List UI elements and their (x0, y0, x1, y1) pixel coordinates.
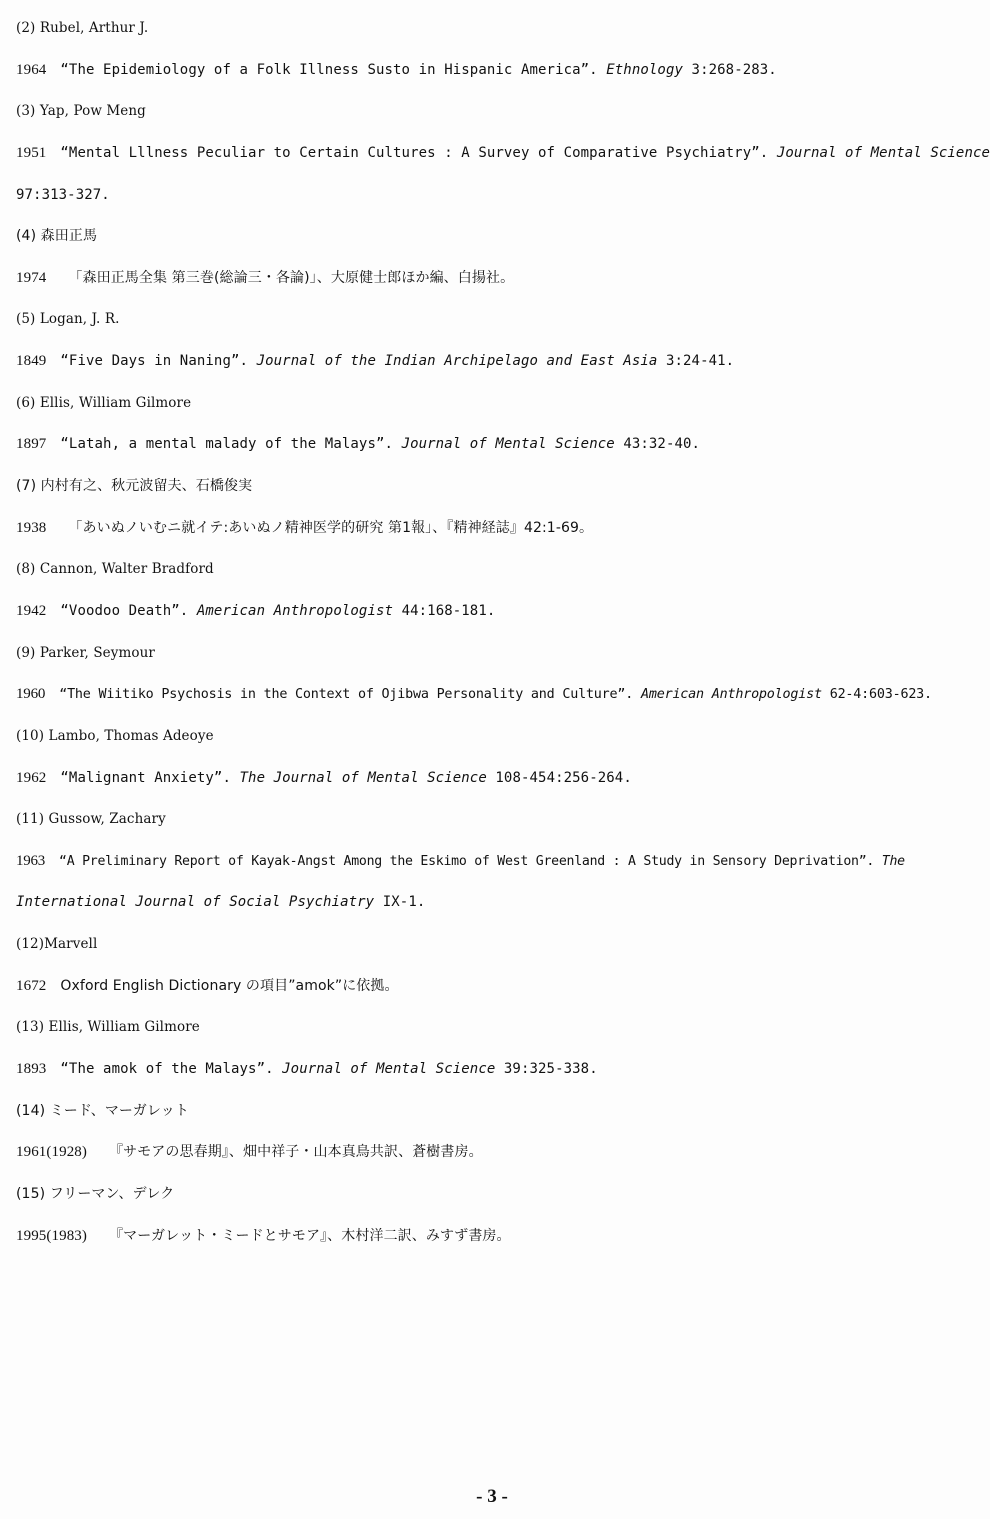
reference-author: (13) Ellis, William Gilmore (16, 1019, 200, 1036)
reference-pages: 39:325-338. (503, 1061, 598, 1078)
reference-entry (16, 267, 968, 309)
reference-year: 1974 (16, 269, 47, 286)
reference-year: 1964 (16, 61, 47, 78)
reference-pages: 97:313-327. (16, 186, 110, 203)
reference-title: “Five Days in Naning”. (60, 353, 249, 370)
reference-author: (14) ミード、マーガレット (16, 1102, 190, 1119)
reference-continuation (16, 184, 968, 226)
reference-journal: The (881, 853, 905, 869)
reference-journal: Ethnology (606, 61, 684, 78)
reference-year: 1942 (16, 602, 47, 619)
reference-entry (16, 767, 968, 809)
reference-year: 1897 (16, 436, 47, 453)
reference-title: 『サモアの思春期』、畑中祥子・山本真鳥共訳、蒼樹書房。 (109, 1144, 483, 1161)
reference-author: (10) Lambo, Thomas Adeoye (16, 727, 214, 744)
reference-title: “Voodoo Death”. (60, 602, 189, 619)
reference-entry (16, 683, 968, 725)
reference-pages: 108-454:256-264. (495, 769, 632, 786)
reference-entry (16, 1141, 968, 1183)
reference-pages: 3:268-283. (691, 61, 777, 78)
reference-entry (16, 433, 968, 475)
reference-entry (16, 142, 990, 184)
reference-author: (2) Rubel, Arthur J. (16, 20, 149, 36)
reference-year: 1962 (16, 769, 47, 786)
reference-author: (4) 森田正馬 (16, 228, 98, 245)
reference-year: 1938 (16, 519, 47, 536)
reference-entry (16, 850, 968, 892)
reference-title: “The Wiitiko Psychosis in the Context of Ojibwa Personality and Culture”. (59, 687, 634, 703)
reference-pages: 62-4:603-623. (829, 687, 932, 703)
reference-journal: Journal of Mental Science (401, 436, 615, 453)
reference-year: 1672 (16, 977, 47, 994)
reference-journal: Journal of the Indian Archipelago and East Asia (256, 353, 658, 370)
reference-year: 1960 (16, 686, 46, 703)
reference-entry (16, 600, 968, 642)
reference-journal: The Journal of Mental Science (239, 769, 487, 786)
reference-continuation (16, 891, 968, 933)
page-number: - 3 - (476, 1486, 508, 1507)
reference-journal: International Journal of Social Psychiatry (16, 894, 375, 911)
reference-author: (7) 内村有之、秋元波留夫、石橋俊実 (16, 478, 253, 495)
reference-year: 1893 (16, 1061, 47, 1078)
reference-year: 1963 (16, 852, 45, 869)
reference-journal: American Anthropologist (641, 687, 822, 703)
reference-pages: 43:32-40. (623, 436, 701, 453)
reference-author: (8) Cannon, Walter Bradford (16, 561, 214, 578)
reference-list (16, 17, 990, 1266)
reference-author: (5) Logan, J. R. (16, 311, 120, 328)
reference-journal: Journal of Mental Science (282, 1061, 496, 1078)
reference-entry (16, 517, 968, 559)
reference-title: “A Preliminary Report of Kayak-Angst Among the Eskimo of West Greenland : A Study in Sensory Deprivation”. (59, 853, 875, 869)
reference-year: 1961(1928) (16, 1144, 87, 1161)
reference-pages: 44:168-181. (401, 602, 496, 619)
reference-year: 1849 (16, 353, 47, 370)
reference-title: “The amok of the Malays”. (60, 1061, 274, 1078)
reference-author: (3) Yap, Pow Meng (16, 103, 146, 120)
reference-journal: Journal of Mental Science (776, 144, 990, 161)
reference-title: 「森田正馬全集 第三巻(総論三・各論)」、大原健士郎ほか編、白揚社。 (68, 269, 515, 286)
reference-author: (9) Parker, Seymour (16, 644, 155, 661)
reference-pages: IX-1. (382, 894, 426, 911)
reference-title: Oxford English Dictionary の項目”amok”に依拠。 (60, 977, 399, 994)
reference-author: (15) フリーマン、デレク (16, 1185, 175, 1202)
reference-title: 『マーガレット・ミードとサモア』、木村洋二訳、みすず書房。 (109, 1227, 511, 1244)
reference-title: “Latah, a mental malady of the Malays”. (60, 436, 394, 453)
reference-title: “Mental Lllness Peculiar to Certain Cultures : A Survey of Comparative Psychiatry”. (60, 144, 769, 161)
reference-author: (12)Marvell (16, 936, 98, 953)
reference-title: “Malignant Anxiety”. (60, 769, 231, 786)
reference-title: “The Epidemiology of a Folk Illness Susto in Hispanic America”. (60, 61, 598, 78)
reference-author: (6) Ellis, William Gilmore (16, 394, 192, 411)
reference-entry (16, 1058, 968, 1100)
reference-pages: 3:24-41. (665, 353, 735, 370)
reference-journal: American Anthropologist (196, 602, 394, 619)
reference-entry (16, 975, 968, 1017)
reference-entry (16, 350, 968, 392)
reference-author: (11) Gussow, Zachary (16, 811, 166, 828)
reference-entry (16, 59, 968, 101)
reference-year: 1951 (16, 144, 47, 161)
reference-year: 1995(1983) (16, 1227, 87, 1244)
reference-title: 「あいぬノいむニ就イテ:あいぬノ精神医学的研究 第1報」、『精神経誌』42:1-69。 (68, 519, 594, 536)
reference-entry (16, 1225, 968, 1267)
